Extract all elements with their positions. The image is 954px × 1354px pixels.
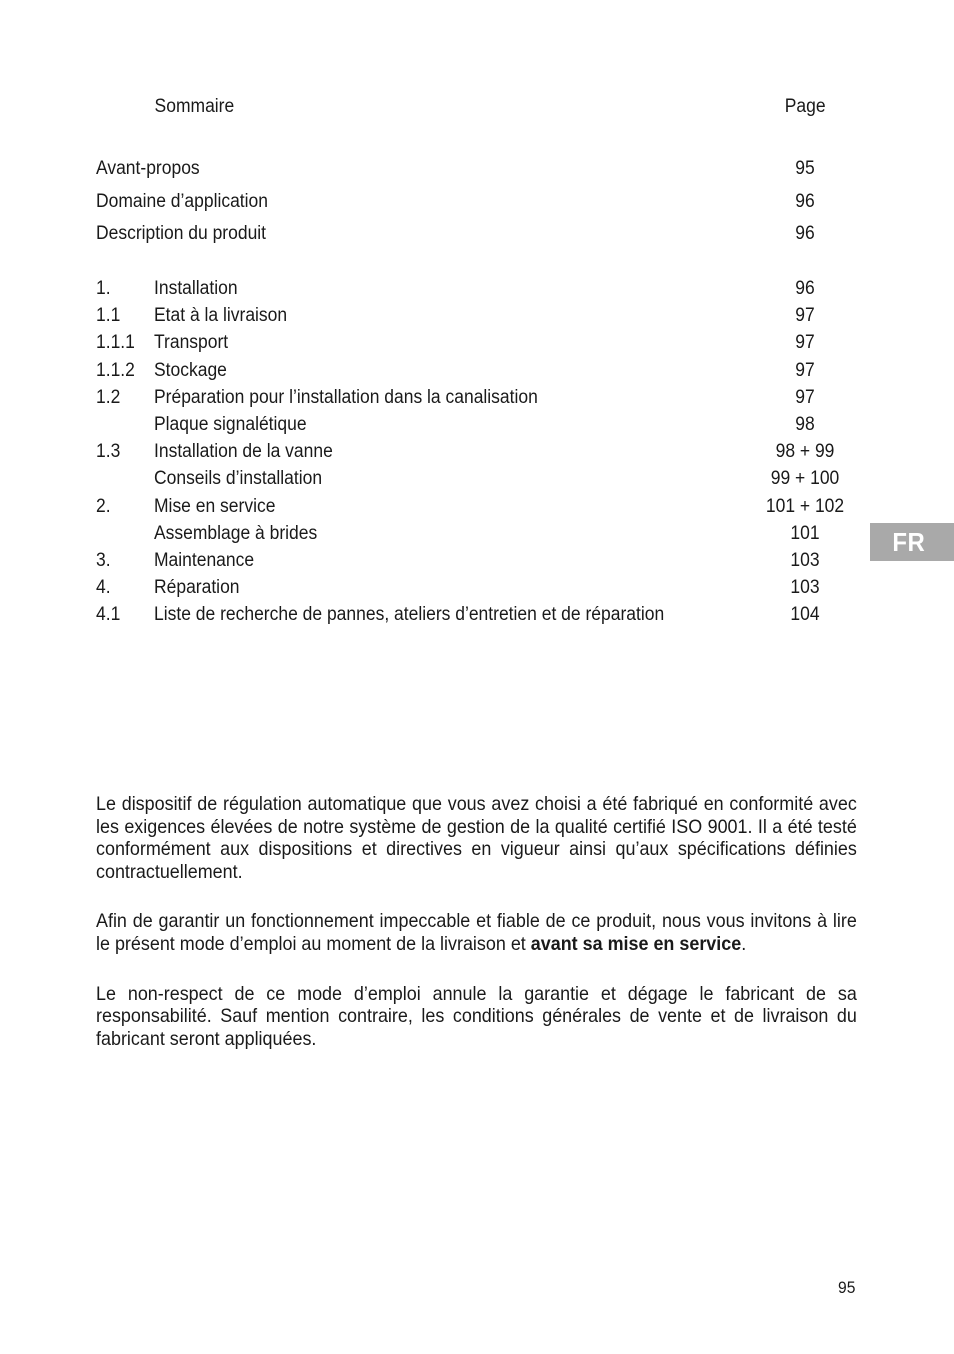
language-tab	[870, 523, 954, 561]
toc-page: 101	[790, 522, 820, 544]
foreword-paragraph	[96, 910, 857, 955]
toc-number: 2.	[96, 495, 111, 517]
toc-page: 103	[790, 577, 820, 599]
toc-front-page: 96	[795, 190, 815, 212]
toc-label: Mise en service	[154, 495, 276, 517]
toc-page: 97	[795, 359, 815, 381]
toc-page: 97	[795, 386, 815, 408]
toc-label: Installation	[154, 278, 238, 299]
toc-number: 1.1	[96, 305, 121, 327]
toc-front-label: Description du produit	[96, 223, 267, 244]
toc-front-row	[0, 223, 954, 256]
foreword-emphasis: avant sa mise en service	[530, 932, 742, 955]
toc-row	[0, 441, 954, 468]
toc-label: Maintenance	[154, 549, 255, 571]
foreword-paragraph: Le dispositif de régulation automatique que vous avez choisi a été fabriqué en conformité avec les exigences élevées de notre système de gestion de la qualité certifié ISO 9001. Il a été testé conformément aux dispositions et directives en vigueur ainsi qu’aux spécifications définies contractuellement.	[96, 793, 857, 883]
foreword-paragraph: Le non-respect de ce mode d’emploi annule la garantie et dégage le fabricant de sa responsabilité. Sauf mention contraire, les conditions générales de vente et de livraison du fabricant seront appliquées.	[96, 982, 857, 1050]
toc-label: Conseils d’installation	[154, 468, 323, 490]
toc-page: 101 + 102	[765, 495, 845, 517]
toc-header	[0, 96, 878, 124]
toc-row	[0, 550, 954, 577]
toc-number: 1.1.2	[96, 359, 135, 381]
toc-number: 4.1	[96, 604, 121, 626]
toc-page: 96	[795, 278, 815, 299]
toc-page: 97	[795, 305, 815, 327]
toc-number: 3.	[96, 549, 111, 571]
toc-row	[0, 523, 954, 550]
toc-front-page: 95	[795, 158, 815, 179]
toc-front-row	[0, 158, 954, 191]
toc-row	[0, 414, 954, 441]
toc-label: Stockage	[154, 359, 227, 381]
toc-label: Transport	[154, 332, 229, 354]
toc-number: 1.2	[96, 386, 121, 408]
toc-front-label: Avant-propos	[96, 158, 200, 179]
foreword-text	[96, 793, 857, 1050]
toc-front-page: 96	[795, 223, 815, 244]
toc-front-row	[0, 191, 954, 224]
toc-number: 4.	[96, 577, 111, 599]
toc-page: 98 + 99	[775, 441, 835, 463]
toc-number: 1.	[96, 278, 111, 299]
toc-label: Réparation	[154, 577, 240, 599]
toc-row	[0, 332, 954, 359]
toc-row	[0, 468, 954, 495]
toc-row	[0, 604, 954, 631]
toc-page: 97	[795, 332, 815, 354]
toc-label: Installation de la vanne	[154, 441, 333, 463]
toc-title: Sommaire	[154, 96, 235, 117]
foreword-text-run: Afin de garantir un fonctionnement impeccable et fiable de ce produit, nous vous invitons à lire le présent mode d’emploi au moment de la livraison et	[96, 910, 857, 955]
toc-row	[0, 577, 954, 604]
foreword-text-run: .	[741, 932, 747, 955]
toc-row	[0, 387, 954, 414]
toc-page: 104	[790, 604, 820, 626]
toc-label: Plaque signalétique	[154, 413, 307, 435]
toc-row	[0, 278, 954, 305]
toc-page-header: Page	[784, 96, 826, 117]
page-number: 95	[838, 1278, 856, 1297]
toc-row	[0, 360, 954, 387]
toc-row	[0, 496, 954, 523]
toc-label: Assemblage à brides	[154, 522, 318, 544]
toc-row	[0, 305, 954, 332]
toc-front-matter	[0, 158, 954, 256]
toc-page: 99 + 100	[770, 468, 840, 490]
toc-front-label: Domaine d’application	[96, 190, 268, 212]
language-tab-label: FR	[892, 526, 926, 557]
toc-page: 103	[790, 549, 820, 571]
toc-page: 98	[795, 413, 815, 435]
toc-number: 1.3	[96, 441, 121, 463]
toc-label: Préparation pour l’installation dans la canalisation	[154, 386, 538, 408]
toc-number: 1.1.1	[96, 332, 135, 354]
toc-entries	[0, 278, 954, 631]
toc-label: Etat à la livraison	[154, 305, 288, 327]
toc-label: Liste de recherche de pannes, ateliers d’entretien et de réparation	[154, 604, 665, 626]
